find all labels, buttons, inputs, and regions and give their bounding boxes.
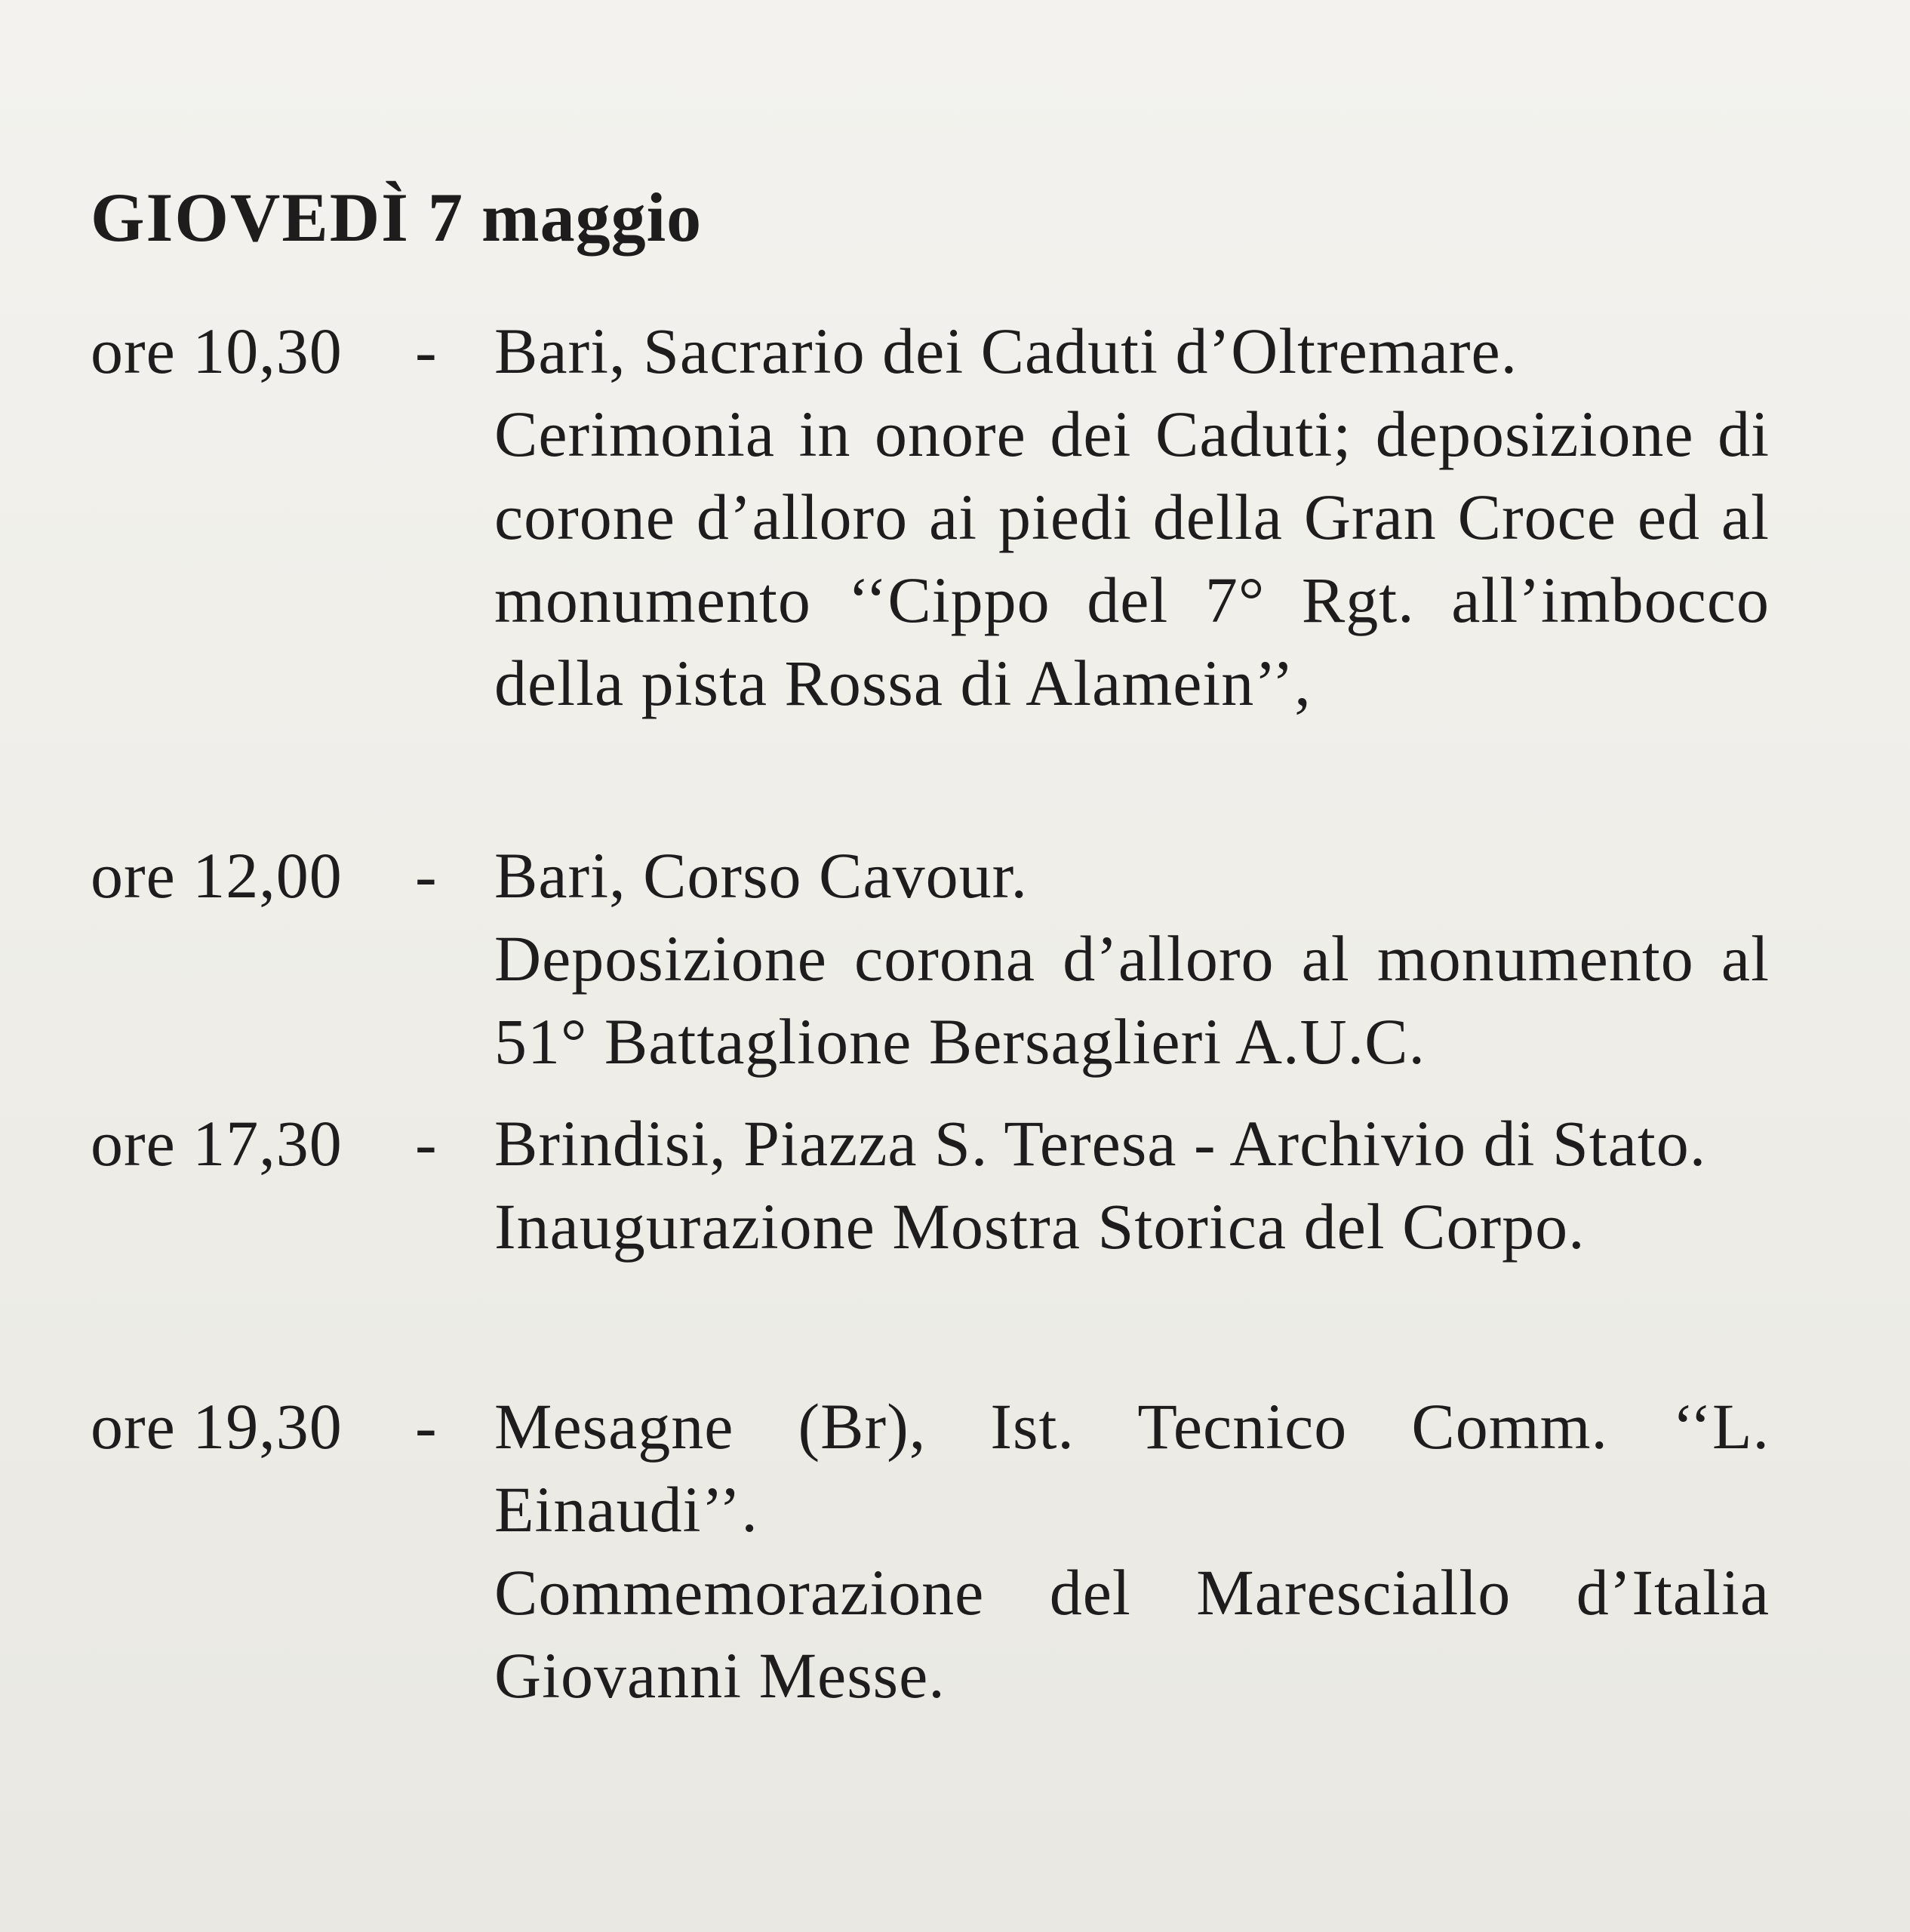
entry-location: Brindisi, Piazza S. Teresa - Archivio di Stato. — [494, 1107, 1707, 1180]
heading-date: 7 maggio — [427, 179, 703, 256]
entry-dash: - — [415, 1390, 437, 1463]
entry-dash: - — [415, 1107, 437, 1180]
entry-description: Cerimonia in onore dei Caduti; deposizione di corone d’alloro ai piedi della Gran Croce ed al monumento ‘‘Cippo del 7° Rgt. all’imbocco della pista Rossa di Alamein’’, — [494, 398, 1770, 719]
entry-description: Inaugurazione Mostra Storica del Corpo. — [494, 1190, 1586, 1263]
entry-dash: - — [415, 839, 437, 912]
day-heading — [91, 177, 702, 257]
entry-location: Bari, Sacrario dei Caduti d’Oltremare. — [494, 315, 1518, 387]
heading-day: GIOVEDÌ — [91, 179, 410, 256]
entry-details — [494, 834, 1770, 1083]
entry-details — [494, 1385, 1770, 1717]
entry-location: Bari, Corso Cavour. — [494, 839, 1028, 912]
entry-time: ore 19,30 — [91, 1390, 343, 1463]
entry-details — [494, 1102, 1770, 1268]
entry-time: ore 10,30 — [91, 315, 343, 387]
entry-location: Mesagne (Br), Ist. Tecnico Comm. ‘‘L. Einaudi’’. — [494, 1390, 1770, 1546]
entry-time: ore 17,30 — [91, 1107, 343, 1180]
entry-dash: - — [415, 315, 437, 387]
entry-details — [494, 309, 1770, 724]
entry-time: ore 12,00 — [91, 839, 343, 912]
entry-description: Deposizione corona d’alloro al monumento al 51° Battaglione Bersaglieri A.U.C. — [494, 922, 1770, 1078]
entry-description: Commemorazione del Maresciallo d’Italia Giovanni Messe. — [494, 1556, 1770, 1712]
